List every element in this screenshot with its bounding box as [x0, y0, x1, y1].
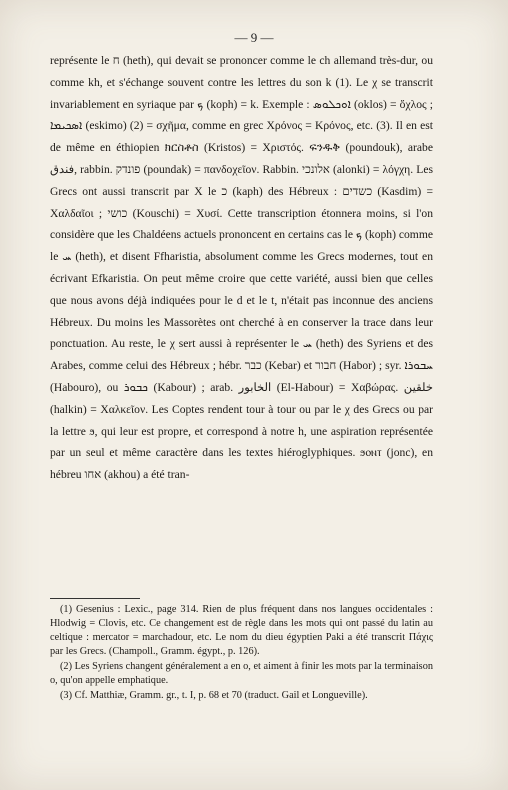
- footnote-3: (3) Cf. Matthiæ, Gramm. gr., t. I, p. 68 et 70 (traduct. Gail et Longueville).: [60, 690, 368, 701]
- footnote-1: (1) Gesenius : Lexic., page 314. Rien de plus fréquent dans nos langues occidentales : Hlodwig = Clovis, etc. Ce changement est de règle dans les mots qui ont passé du latin au celtique : mercator = marchadour, etc. Le nom du dieu égyptien Paki a été transcrit Πάχις par les Grecs. (Champoll., Gramm. égypt., p. 126).: [50, 604, 433, 657]
- footnote-2: (2) Les Syriens changent généralement a en o, et aiment à finir les mots par la terminaison o, qu'on appelle emphatique.: [50, 661, 433, 686]
- footnote-separator: [50, 598, 140, 599]
- footnotes: [50, 603, 433, 704]
- main-text-block: [50, 50, 433, 486]
- page-number: — 9 —: [234, 30, 274, 45]
- main-paragraph: représente le ח (heth), qui devait se prononcer comme le ch allemand très-dur, ou comme kh, et s'échange souvent contre les lettres du son k (1). Le χ se transcrit invariablement en syriaque par ܟ (koph) = k. Exemple : ܐܘܟܠܘܣ (oklos) = ὄχλος ; ܐܣܟܝܡܐ (eskimo) (2) = σχῆμα, comme en grec Χρόνος = Κρόνος, etc. (3). Il en est de même en éthiopien ክርስቶስ (Kristos) = Χριστός. ፍንዱቅ (poundouk), arabe فندق, rabbin. פונדק (poundak) = πανδοχεῖον. Rabbin. אלונכי (alonki) = λόγχη. Les Grecs ont aussi transcrit par X le כ (kaph) des Hébreux : כשדים (Kasdim) = Χαλδαῖοι ; כושי (Kouschi) = Χυσί. Cette transcription étonnera moins, si l'on considère que les Chaldéens actuels prononcent en certains cas le ܟ (koph) comme le ܚ (heth), et disent Ffharistia, absolument comme les Grecs modernes, tout en écrivant Efkaristia. On peut même croire que cette variété, aussi bien que celles que nous avons déjà indiquées pour le d et le t, n'était pas inconnue des anciens Hébreux. Du moins les Massorètes ont cherché à en conserver la trace dans leur ponctuation. Au reste, le χ sert aussi à représenter le ܚ (heth) des Syriens et des Arabes, comme celui des Hébreux ; hébr. כבר (Kebar) et חבור (Habor) ; syr. ܚܒܘܪܐ (Habouro), ou ܟܒܘܪ (Kabour) ; arab. الخابور (El-Habour) = Χαβώρας. خلقين (halkin) = Χαλκεῖον. Les Coptes rendent tour à tour ou par le χ des Grecs ou par la lettre ϧ, qui leur est propre, et correspond à notre h, une aspiration représentée par un seul et même caractère dans les textes hiéroglyphiques. ϧⲟⲛⲧ (jonc), en hébreu אחו (akhou) a été tran-: [50, 54, 434, 482]
